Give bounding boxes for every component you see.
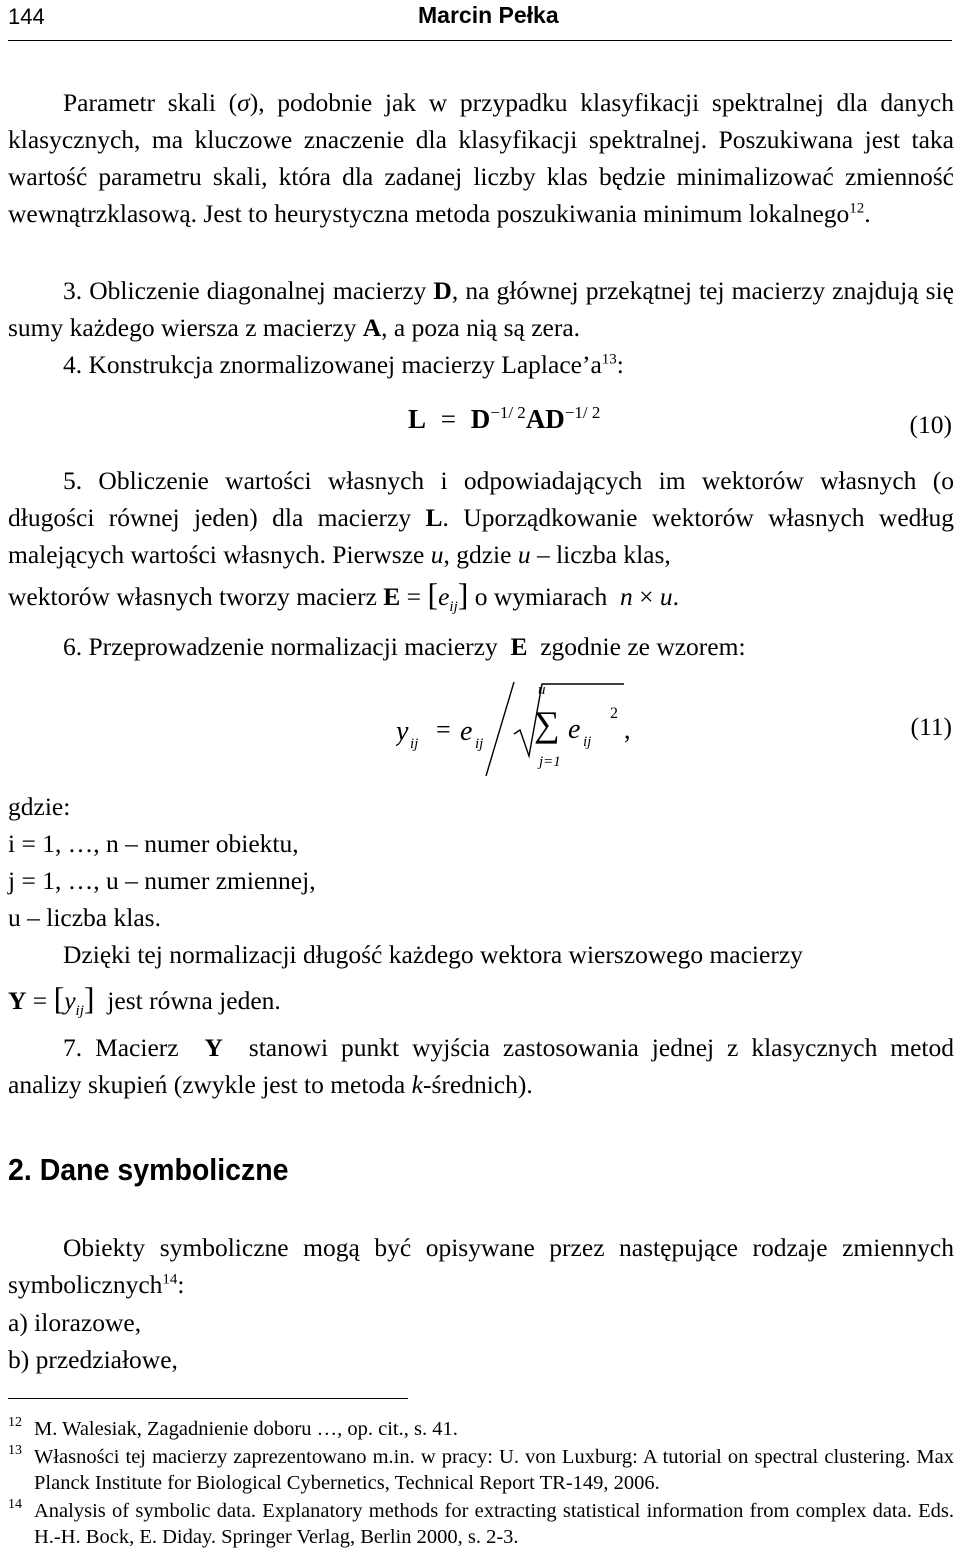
equation-11 [396,676,646,786]
where-line-1: i = 1, …, n – numer obiektu, [8,829,299,858]
svg-text:ij: ij [583,734,592,750]
where-line-2: j = 1, …, u – numer zmiennej, [8,866,316,895]
page-number: 144 [8,4,45,29]
paragraph-normalization: Dzięki tej normalizacji długość każdego wektora wierszowego macierzy [63,940,803,969]
step-4: 4. Konstrukcja znormalizowanej macierzy $Laplace’a^{13}$: [63,350,624,379]
paragraph-scale-parameter: Parametr skali (σ), podobnie jak w przypadku klasyfikacji spektralnej dla danych klasycznych, ma kluczowe znaczenie dla klasyfikacji spektralnej. Poszukiwana jest taka wartość parametru skali, która dla zadanej liczby klas będzie minimalizować zmienność wewnątrzklasową. Jest to heurystyczna metoda poszukiwania minimum lokalnego$^{12}$. [8,88,954,228]
list-item: a) ilorazowe, [8,1308,142,1337]
svg-text:2: 2 [610,705,618,722]
list-item: b) przedziałowe, [8,1345,178,1374]
paragraph-symbolic-objects: Obiekty symboliczne mogą być opisywane przez następujące rodzaje zmiennych symbolicznych$^{14}$: [8,1233,954,1299]
equation-number-11: (11) [910,712,952,741]
svg-text:∑: ∑ [534,704,560,744]
footnote-ref-14: 14 [162,1271,178,1288]
equation-10: $L = D^{-1/ 2}AD^{-1/ 2}$ [408,403,601,434]
step-5: 5. Obliczenie wartości własnych i odpowiadających im wektorów własnych (o długości równej jeden) dla macierzy L. Uporządkowanie wektorów własnych według malejących wartości własnych. Pierwsze u, gdzie u – liczba klas, [8,466,954,569]
running-header [8,0,952,41]
svg-text:,: , [624,715,631,744]
svg-text:=: = [436,715,451,744]
section-heading: 2. Dane symboliczne [8,1152,289,1187]
where-line-3: u – liczba klas. [8,903,161,932]
step-3: 3. Obliczenie diagonalnej macierzy D, na głównej przekątnej tej macierzy znajdują się sumy każdego wiersza z macierzy A, a poza nią są zera. [8,276,954,342]
footnote-ref-12: 12 [849,200,865,217]
step-5-matrix-line: wektorów własnych tworzy macierz $E = [e_{ij}]$ o wymiarach n × u. [8,576,679,616]
paragraph-normalization-matrix: $Y = [y_{ij}]$ jest równa jeden. [8,980,281,1020]
footnote-rule [8,1398,408,1399]
step-7: 7. Macierz Y stanowi punkt wyjścia zastosowania jednej z klasycznych metod analizy skupień (zwykle jest to metoda k-średnich). [8,1033,955,1099]
svg-text:ij: ij [475,736,484,752]
footnote-14: 14 Analysis of symbolic data. Explanatory methods for extracting statistical information from complex data. Eds. H.-H. Bock, E. Diday. Springer Verlag, Berlin 2000, s. 2-3. [8,1497,954,1548]
footnote-13: 13 Własności tej macierzy zaprezentowano m.in. w pracy: U. von Luxburg: A tutorial on spectral clustering. Max Planck Institute for Biological Cybernetics, Technical Report TR-149, 2006. [8,1443,954,1494]
where-label: gdzie: [8,792,71,821]
svg-text:u: u [538,682,546,698]
running-head-author: Marcin Pełka [418,2,559,28]
svg-text:y: y [396,716,409,747]
svg-text:j=1: j=1 [539,754,561,770]
svg-text:e: e [568,714,581,745]
footnote-ref-13: 13 [601,351,617,368]
step-6: 6. Przeprowadzenie normalizacji macierzy E zgodnie ze wzorem: [63,632,746,661]
svg-text:ij: ij [410,736,419,752]
svg-text:e: e [460,716,473,747]
footnote-12: 12 M. Walesiak, Zagadnienie doboru …, op. cit., s. 41. [8,1415,458,1440]
equation-number-10: (10) [909,410,952,439]
